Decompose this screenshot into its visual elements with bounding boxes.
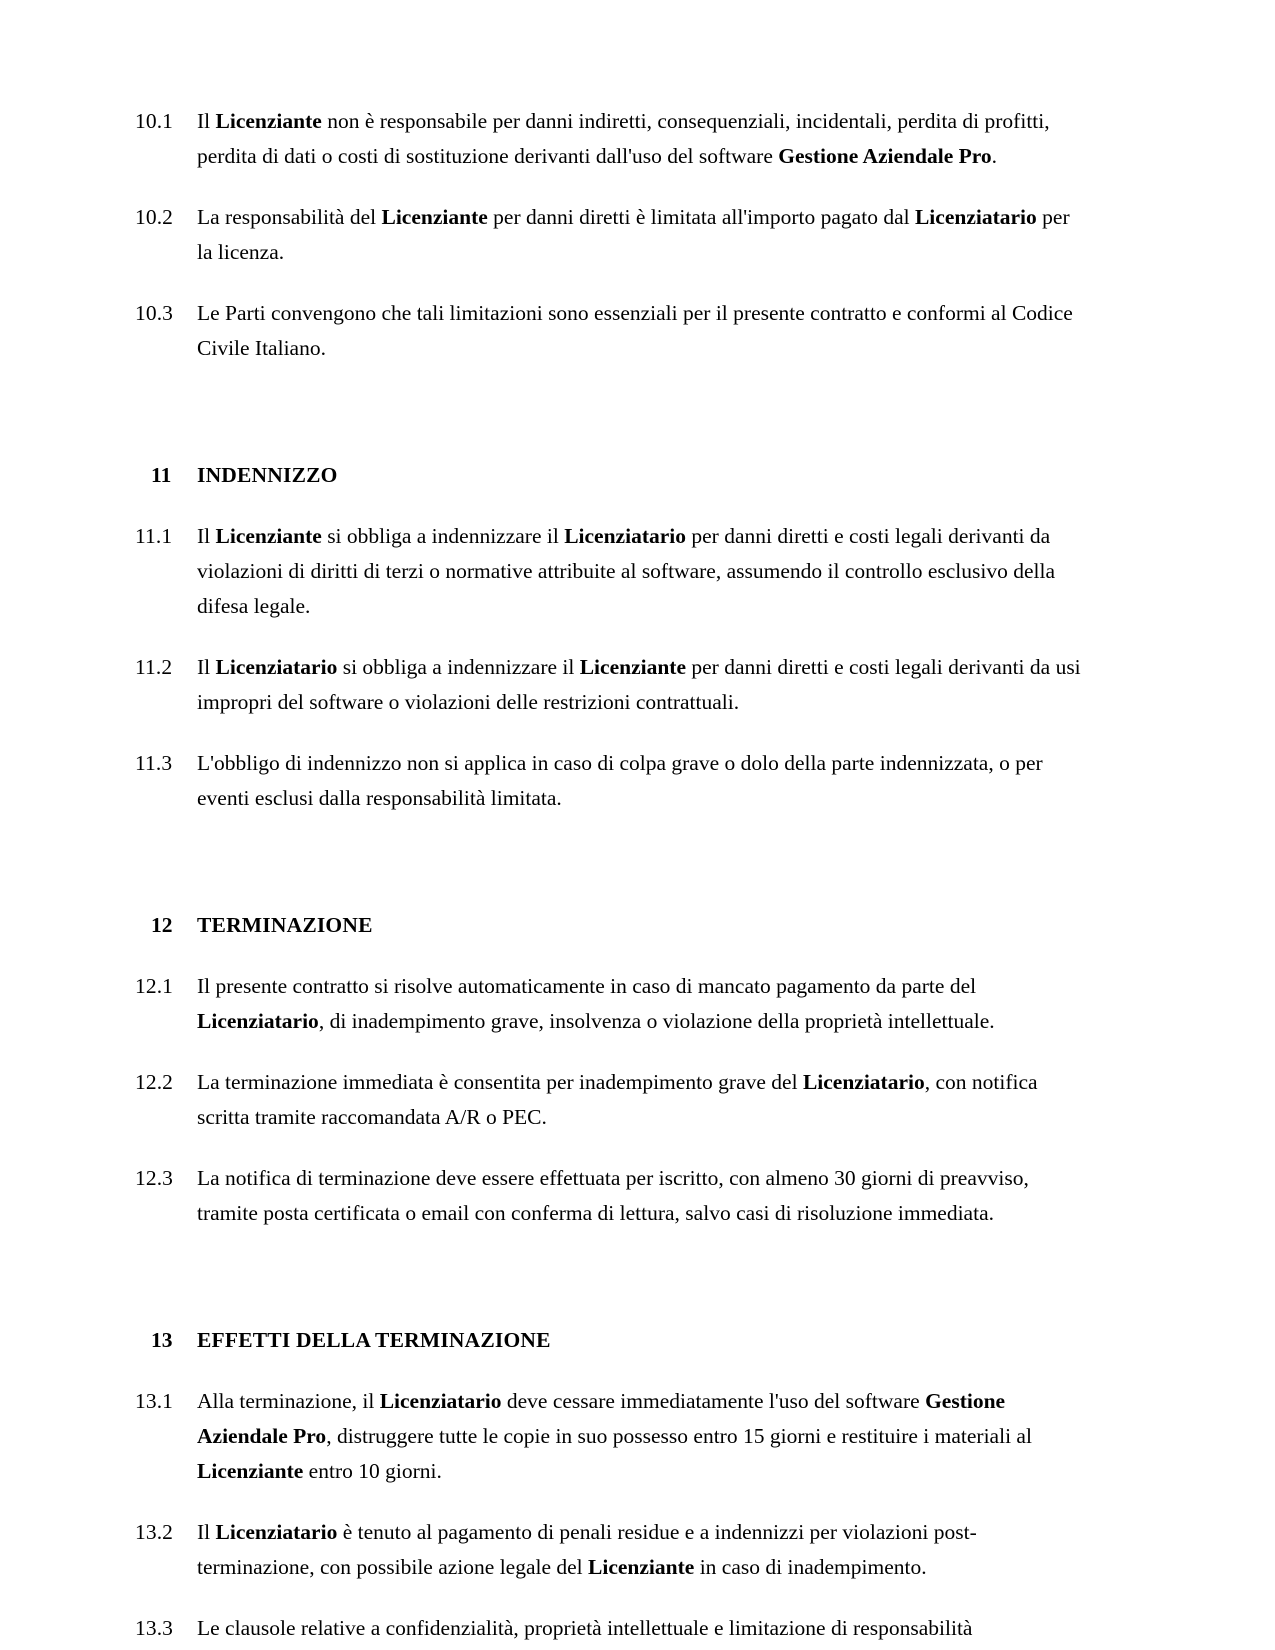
clause-term-bold: Licenziatario	[379, 1389, 502, 1413]
clause-term-bold: Licenziatario	[215, 1520, 338, 1544]
section-spacer	[135, 392, 1085, 458]
clause-text	[197, 969, 1085, 1039]
clause-run: è tenuto al pagamento di penali residue e a indennizzi per violazioni post-terminazione, con possibile azione legale del	[197, 1520, 977, 1579]
clause-run: per la licenza.	[197, 205, 1070, 264]
section-title: EFFETTI DELLA TERMINAZIONE	[197, 1328, 551, 1352]
clause-number: 12.1	[135, 974, 174, 998]
clause-13.3	[135, 1611, 1085, 1646]
clause-run: Alla terminazione, il	[197, 1389, 380, 1413]
clause-13.2	[135, 1515, 1085, 1585]
clause-number: 11.3	[135, 751, 173, 775]
clause-term-bold: Licenziatario	[914, 205, 1037, 229]
clause-run: Il	[197, 109, 216, 133]
clause-run: si obbliga a indennizzare il	[337, 655, 580, 679]
clause-text	[197, 104, 1085, 174]
clause-term-bold: Licenziatario	[215, 655, 338, 679]
clause-run: , distruggere tutte le copie in suo possesso entro 15 giorni e restituire i materiali al	[326, 1424, 1032, 1448]
clause-run: per danni diretti è limitata all'importo pagato dal	[487, 205, 915, 229]
clause-text	[197, 519, 1085, 624]
clause-13.1	[135, 1384, 1085, 1489]
clause-term-bold: Licenziante	[215, 524, 322, 548]
section-title: TERMINAZIONE	[197, 913, 373, 937]
clause-text	[197, 1161, 1085, 1231]
clause-text	[197, 1384, 1085, 1489]
clause-run: , con notifica scritta tramite raccomandata A/R o PEC.	[197, 1070, 1038, 1129]
clause-run: si obbliga a indennizzare il	[321, 524, 565, 548]
clause-run: Il	[197, 655, 216, 679]
section-heading-11	[135, 458, 1085, 493]
clause-number: 10.2	[135, 205, 174, 229]
clause-number: 11.2	[135, 655, 173, 679]
clause-run: Le Parti convengono che tali limitazioni sono essenziali per il presente contratto e conformi al Codice Civile Italiano.	[197, 301, 1073, 360]
clause-number: 12.2	[135, 1070, 174, 1094]
clause-term-bold: Licenziante	[197, 1459, 304, 1483]
clause-run: La responsabilità del	[197, 205, 382, 229]
clause-12.3	[135, 1161, 1085, 1231]
clause-text	[197, 746, 1085, 816]
clause-run: La terminazione immediata è consentita per inadempimento grave del	[197, 1070, 803, 1094]
section-number: 13	[151, 1328, 173, 1352]
clause-10.3	[135, 296, 1085, 366]
clause-term-bold: Gestione Aziendale Pro	[197, 1389, 1006, 1448]
clause-run: per danni diretti e costi legali derivanti da violazioni di diritti di terzi o normative attribuite al software, assumendo il controllo esclusivo della difesa legale.	[197, 524, 1055, 618]
clause-term-bold: Licenziatario	[802, 1070, 925, 1094]
clause-run: .	[991, 144, 998, 168]
clause-text	[197, 296, 1085, 366]
section-title: INDENNIZZO	[197, 463, 338, 487]
clause-term-bold: Licenziante	[579, 655, 687, 679]
clause-12.2	[135, 1065, 1085, 1135]
clause-11.2	[135, 650, 1085, 720]
clause-text	[197, 1611, 1085, 1646]
clause-run: entro 10 giorni.	[303, 1459, 442, 1483]
clause-12.1	[135, 969, 1085, 1039]
clause-number: 13.2	[135, 1520, 174, 1544]
clause-number: 12.3	[135, 1166, 174, 1190]
clause-run: L'obbligo di indennizzo non si applica in caso di colpa grave o dolo della parte indennizzata, o per eventi esclusi dalla responsabilità limitata.	[197, 751, 1043, 810]
clause-11.3	[135, 746, 1085, 816]
clause-text	[197, 1065, 1085, 1135]
clause-run: Il	[197, 1520, 216, 1544]
clause-run: non è responsabile per danni indiretti, consequenziali, incidentali, perdita di profitti, perdita di dati o costi di sostituzione derivanti dall'uso del software	[197, 109, 1050, 168]
clause-run: Il presente contratto si risolve automaticamente in caso di mancato pagamento da parte del	[197, 974, 977, 998]
clause-10.2	[135, 200, 1085, 270]
clause-text	[197, 1515, 1085, 1585]
clause-run: per danni diretti e costi legali derivanti da usi impropri del software o violazioni delle restrizioni contrattuali.	[197, 655, 1081, 714]
clause-number: 13.1	[135, 1389, 174, 1413]
section-spacer	[135, 1257, 1085, 1323]
clause-term-bold: Gestione Aziendale Pro	[778, 144, 992, 168]
clause-10.1	[135, 104, 1085, 174]
clause-term-bold: Licenziante	[381, 205, 488, 229]
clause-term-bold: Licenziatario	[197, 1009, 319, 1033]
clause-number: 10.3	[135, 301, 174, 325]
clause-number: 10.1	[135, 109, 174, 133]
section-number: 12	[151, 913, 173, 937]
clause-run: La notifica di terminazione deve essere effettuata per iscritto, con almeno 30 giorni di preavviso, tramite posta certificata o email con conferma di lettura, salvo casi di risoluzione immediata.	[197, 1166, 1029, 1225]
clause-11.1	[135, 519, 1085, 624]
document-body	[135, 104, 1085, 1646]
clause-number: 11.1	[135, 524, 173, 548]
clause-run: in caso di inadempimento.	[694, 1555, 927, 1579]
clause-text	[197, 650, 1085, 720]
clause-term-bold: Licenziatario	[564, 524, 687, 548]
section-spacer	[135, 842, 1085, 908]
clause-text	[197, 200, 1085, 270]
clause-run: Il	[197, 524, 216, 548]
section-heading-13	[135, 1323, 1085, 1358]
clause-term-bold: Licenziante	[588, 1555, 695, 1579]
clause-number: 13.3	[135, 1616, 174, 1640]
clause-term-bold: Licenziante	[215, 109, 322, 133]
clause-run: deve cessare immediatamente l'uso del software	[501, 1389, 926, 1413]
clause-run: Le clausole relative a confidenzialità, proprietà intellettuale e limitazione di responsabilità	[197, 1616, 973, 1640]
section-heading-12	[135, 908, 1085, 943]
section-number: 11	[151, 463, 172, 487]
clause-run: , di inadempimento grave, insolvenza o violazione della proprietà intellettuale.	[318, 1009, 995, 1033]
